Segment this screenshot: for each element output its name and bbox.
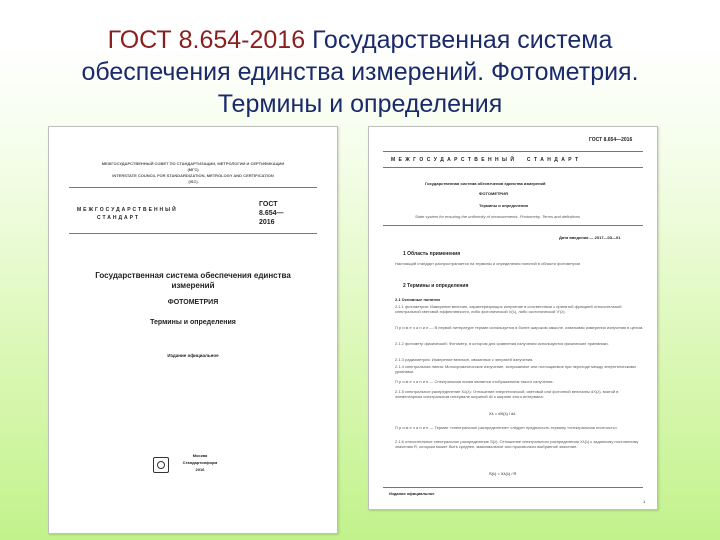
inner-date-line: Дата введения — 2017—03—01 <box>559 235 621 240</box>
cover-divider-top <box>69 187 317 188</box>
cover-standard-label-1: МЕЖГОСУДАРСТВЕННЫЙ <box>77 207 178 213</box>
cover-council-ru-abbr: (МГС) <box>187 167 199 172</box>
term-2-1-5: 2.1.5 спектральное распределение Xλ(λ): Отношение энергетической, световой или фотонной величины dX(λ), взятой в элементарном спектральном интервале шириной dλ к ширине этого интервала: <box>395 389 619 399</box>
term-2-1-1: 2.1.1 фотометрия: Измерение величин, характеризующих излучение в соответствии с принятой функцией относительной спектральной световой эффективности, либо фотопической V(λ), либо скотопической V′(λ). <box>395 304 622 314</box>
cover-council-ru: МЕЖГОСУДАРСТВЕННЫЙ СОВЕТ ПО СТАНДАРТИЗАЦИИ, МЕТРОЛОГИИ И СЕРТИФИКАЦИИ <box>101 161 285 166</box>
cover-publisher: Стандартинформ <box>182 460 218 465</box>
cover-terms: Термины и определения <box>150 319 236 326</box>
section-2-title: 2 Термины и определения <box>403 283 469 289</box>
formula-1: Xλ = dX(λ) / dλ <box>489 411 516 416</box>
cover-council-en: INTERSTATE COUNCIL FOR STANDARDIZATION, METROLOGY AND CERTIFICATION <box>112 173 274 178</box>
slide-title-gost: ГОСТ 8.654-2016 <box>107 26 306 54</box>
inner-header-right: ГОСТ 8.654—2016 <box>589 137 633 143</box>
cover-divider-mid <box>69 233 317 234</box>
inner-divider-top <box>383 151 643 152</box>
section-1-text: Настоящий стандарт распространяется на термины и определения понятий в области фотометрии <box>395 261 580 266</box>
cover-heading: Государственная система обеспечения единства измерений <box>95 271 291 290</box>
term-2-1-3: 2.1.3 радиометрия: Измерение величин, связанных с энергией излучения. <box>395 357 534 362</box>
inner-en-title: State system for ensuring the uniformity of measurements. Photometry. Terms and definitions <box>415 214 580 219</box>
slide-title-text: Государственная система обеспечения единства измерений. Фотометрия. Термины и определения <box>81 26 639 118</box>
cover-number: 8.654— <box>259 210 284 217</box>
cover-standard-label-2: СТАНДАРТ <box>97 215 140 221</box>
cover-gost: ГОСТ <box>259 201 278 208</box>
inner-system-title: Государственная система обеспечения единства измерений <box>425 181 546 186</box>
inner-terms: Термины и определения <box>479 203 529 208</box>
section-2-1-title: 2.1 Основные понятия <box>395 297 440 302</box>
slide-title <box>40 24 680 120</box>
inner-subject: ФОТОМЕТРИЯ <box>479 191 508 196</box>
formula-2: S(λ) = Xλ(λ) / R <box>489 471 517 476</box>
cover-city: Москва <box>192 453 208 458</box>
section-1-title: 1 Область применения <box>403 251 461 257</box>
standartinform-logo-icon <box>153 457 169 473</box>
term-2-1-2: 2.1.2 фотометр физический: Фотометр, в котором для сравнения излучения используются физические приемники. <box>395 341 609 346</box>
inner-page <box>368 126 658 510</box>
cover-edition: Издание официальное <box>167 353 219 358</box>
term-2-1-4: 2.1.4 спектральная линия: Монохроматическое излучение, испускаемое или поглощаемое при переходе между энергетическими уровнями. <box>395 364 636 374</box>
cover-pub-year: 2016 <box>195 467 205 472</box>
cover-subject: ФОТОМЕТРИЯ <box>167 299 219 306</box>
cover-council-en-abbr: (ISC) <box>188 179 198 184</box>
inner-divider-2 <box>383 167 643 168</box>
note-2: П р и м е ч а н и е — Спектральная линия является отображением такого излучения. <box>395 379 554 384</box>
note-1: П р и м е ч а н и е — В первой литературе термин используется в более широком смысле, охватывая измерения излучения в целом. <box>395 325 644 330</box>
term-2-1-6: 2.1.6 относительное спектральное распределение S(λ): Отношение спектрального распределения Xλ(λ) к заданному постоянному значению R, которым может быть среднее, максимальное или произвольно выбранное значение. <box>395 439 639 449</box>
inner-divider-bottom <box>383 487 643 488</box>
note-3: П р и м е ч а н и е — Термин «спектральное распределение» следует предпочесть термину «спектральная плотность». <box>395 425 619 430</box>
cover-year: 2016 <box>259 219 275 226</box>
cover-page <box>48 126 338 534</box>
inner-spaced-header: М Е Ж Г О С У Д А Р С Т В Е Н Н Ы Й С Т А Н Д А Р Т <box>391 157 580 163</box>
inner-footer: Издание официальное <box>389 491 435 496</box>
inner-divider-3 <box>383 225 643 226</box>
inner-page-number: 1 <box>643 499 646 504</box>
